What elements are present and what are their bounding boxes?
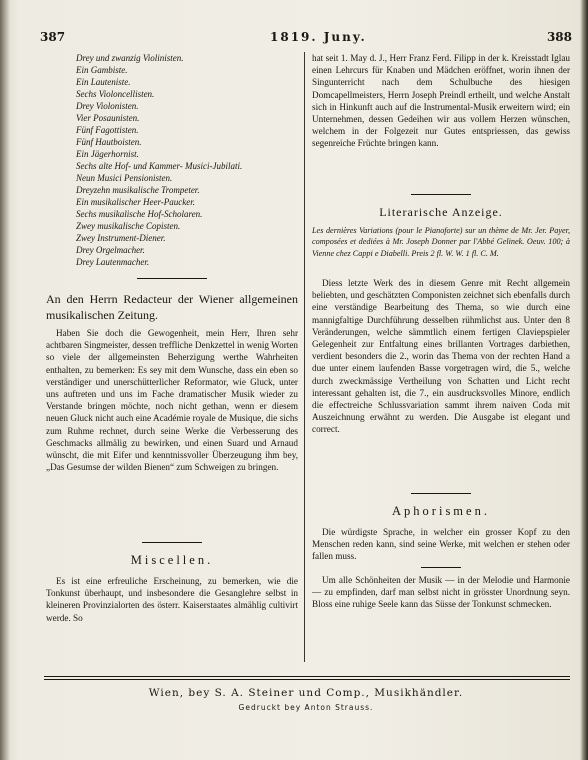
list-item: Drey Orgelmacher.: [76, 245, 145, 255]
list-item: Fünf Fagottisten.: [76, 125, 139, 135]
list-item: Fünf Hautboisten.: [76, 137, 142, 147]
list-item: Drey und zwanzig Violinisten.: [76, 53, 184, 63]
aphorism-2: Um alle Schönheiten der Musik — in der Melodie und Harmonie — zu empfinden, darf man selbst nicht in grösster Unordnung seyn. Bloss eine ruhige Seele kann das Süsse der Tonkunst schmecken.: [312, 575, 570, 610]
literary-notice-text: Diess letzte Werk des in diesem Genre mit Recht allgemein beliebten, und geschätzten Componisten zeichnet sich ebenfalls durch eine verständige Bearbeitung des Thema, so wie durch eine mannigfaltige Durchführung desselben rühmlichst aus. Unter den 8 Veränderungen, welche sämmtlich einem fertigen Claviерspieler Gelegenheit zur Entfaltung eines brillanten Vortrages darbiethen, verdient besonders die 2., worin das Thema von der rechten Hand a due unter einem laufenden Basse vorgetragen wird, die 5., welche durch zweckmässige Vertheilung von Schatten und Licht recht interessant gehalten ist, die 7., ein ausdrucksvolles Minore, endlich die effectreiche Schlussvariation sammt ihrem naiven Coda mit Auszeichnung erwähnt zu werden. Die Ausgabe ist elegant und correct.: [312, 278, 570, 435]
list-item: Zwey Instrument-Diener.: [76, 233, 166, 243]
list-item: Vier Posaunisten.: [76, 113, 140, 123]
literary-notice-title: Les dernières Variations (pour le Pianoforte) sur un thème de Mr. Jer. Payer, composées et dediées à Mr. Joseph Donner par l'Abbé Gelinek. Oeuv. 100; à Vienne chez Cappi e Diabelli. Preis 2 fl. W. W. 1 fl. C. M.: [312, 226, 570, 258]
continued-article: [312, 52, 570, 186]
list-item: Drey Lautenmacher.: [76, 257, 150, 267]
list-item: Sechs Violoncellisten.: [76, 89, 155, 99]
letter-body: [46, 327, 298, 534]
section-rule: [421, 567, 461, 568]
letter-title: An den Herrn Redacteur der Wiener allgemeinen musikalischen Zeitung.: [46, 292, 298, 322]
list-item: Neun Musici Pensionisten.: [76, 173, 173, 183]
continued-text: hat seit 1. May d. J., Herr Franz Ferd. Filipp in der k. Kreisstadt Iglau einen Lehrcurs für Knaben und Mädchen eröffnet, worin ihnen der Singunterricht nach dem Schulbuche des hiesigen Domcapellmeisters, Herrn Joseph Preindl ertheilt, und welche Anstalt sich in Hinkunft auch auf die Instrumental-Musik erweitern wird; ein Unternehmen, dessen Gedeihen wir aus vollem Herzen wünschen, welchem in der Folgezeit nur Gutes entspriessen, das gewiss segenreiche Früchte bringen kann.: [312, 53, 570, 149]
aphorism-1: Die würdigste Sprache, in welcher ein grosser Kopf zu den Menschen reden kann, sind seine Werke, mit welchen er stehen oder fallen muss.: [312, 527, 570, 562]
literary-notice-heading: Literarische Anzeige.: [379, 205, 503, 219]
publisher-imprint: Wien, bey S. A. Steiner und Comp., Musikhändler.: [148, 687, 464, 699]
list-item: Zwey musikalische Copisten.: [76, 221, 181, 231]
left-column: [46, 52, 298, 625]
list-item: Ein Gambiste.: [76, 65, 128, 75]
musician-list: [46, 52, 298, 268]
miscellen-body: [46, 575, 298, 625]
footer-rule: [44, 676, 570, 677]
section-rule: [411, 194, 471, 195]
page-header: [40, 30, 572, 46]
miscellen-text: Es ist eine erfreuliche Erscheinung, zu bemerken, wie die Tonkunst überhaupt, und insbesondere die Gesanglehre selbst in kleineren Provinzialorten des österr. Kaiserstaates almählig cultivirt werde. So: [46, 576, 298, 623]
list-item: Sechs alte Hof- und Kammer- Musici-Jubilati.: [76, 161, 243, 171]
section-rule: [137, 278, 207, 279]
printer-imprint: Gedruckt bey Anton Strauss.: [238, 703, 374, 712]
page-number-right: 388: [546, 30, 572, 44]
issue-date: 1819. Juny.: [270, 30, 367, 44]
list-item: Sechs musikalische Hof-Scholaren.: [76, 209, 203, 219]
list-item: Drey Violonisten.: [76, 101, 139, 111]
right-column: [312, 52, 570, 611]
list-item: Ein Lauteniste.: [76, 77, 131, 87]
list-item: Ein musikalischer Heer-Paucker.: [76, 197, 196, 207]
section-rule: [411, 493, 471, 494]
list-item: Dreyzehn musikalische Trompeter.: [76, 185, 200, 195]
miscellen-heading: Miscellen.: [130, 553, 214, 567]
letter-text: Haben Sie doch die Gewogenheit, mein Herr, Ihren sehr achtbaren Singmeister, dessen treffliche Denkzettel in wenig Worten so viele der allgemeinsten Beherzigung werthe Wahrheiten enthalten, zu bemerken: Es sey mit dem Wunsche, dass ein eben so verständiger und unerschütterlicher Reformator, wie Gluck, unter uns auftreten und uns im Fache dramatischer Musik wieder zu Verstande bringen möchte, noch nicht gethan, wenn er diesem neuen Gluck nicht auch eine Académie royale de Musique, die sichs zum Ruhme rechnet, durch seine Werke die Verbesserung des Geschmacks allmälig zu bewirken, und einen Suard und Arnaud wünscht, die mit Eifer und kenntnissvoller Überzeugung ihm bey, „Das Gesumse der wilden Bienen“ zum Schweigen zu bringen.: [46, 328, 298, 473]
column-divider: [304, 52, 305, 662]
list-item: Ein Jägerhornist.: [76, 149, 139, 159]
page-number-left: 387: [40, 30, 66, 44]
literary-notice-body: [312, 277, 570, 485]
aphorisms-body: [312, 526, 570, 611]
aphorisms-heading: Aphorismen.: [392, 504, 490, 518]
footer-rule: [44, 679, 570, 680]
section-rule: [142, 542, 202, 543]
